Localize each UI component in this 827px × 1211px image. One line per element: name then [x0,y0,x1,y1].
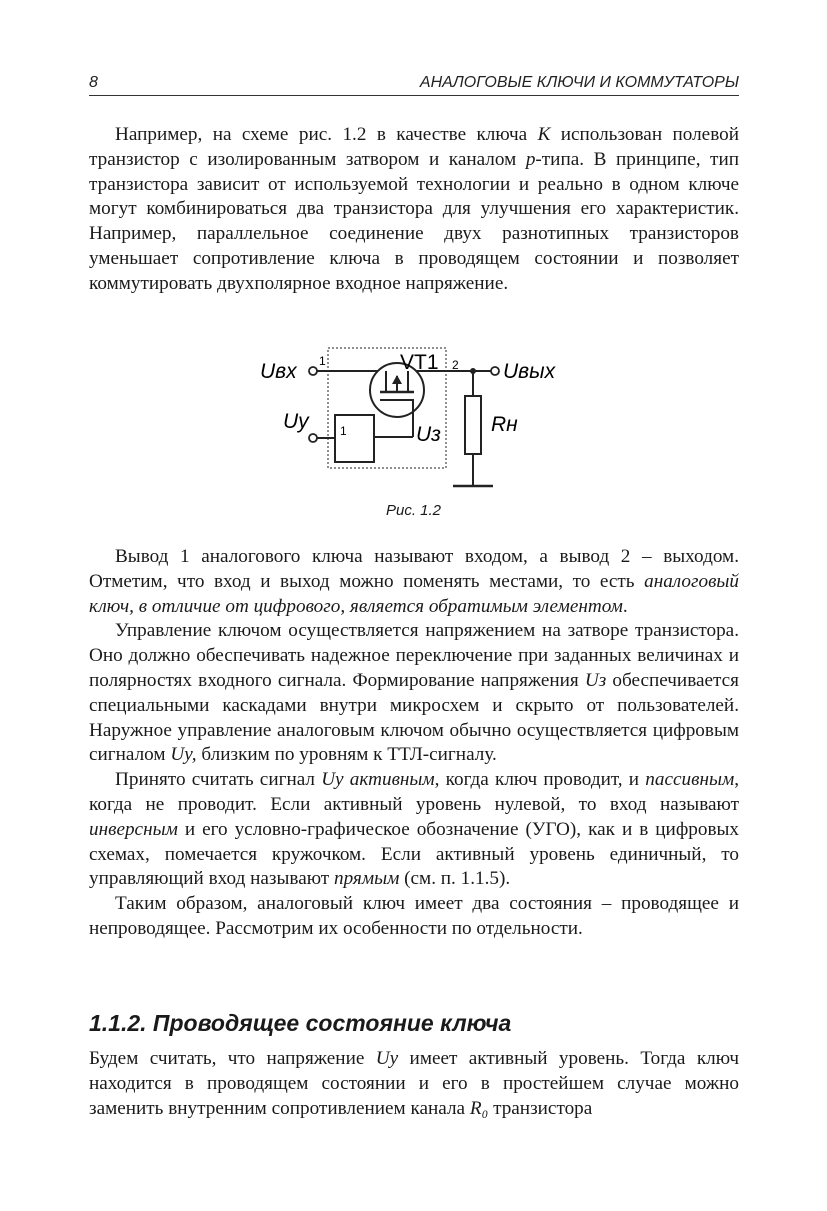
page-header [89,70,739,94]
paragraph-5: Таким образом, аналоговый ключ имеет два состояния – проводящее и непроводящее. Рассмотрим их особенности по отдельности. [89,893,739,939]
text-run: близким по уровням к ТТЛ-сигналу. [196,744,497,766]
label-input-voltage: Uвх [260,360,297,383]
paragraph-3 [89,619,739,768]
text-run: Будем считать, что напряжение [89,1048,376,1069]
text-run: транзистора [488,1097,593,1119]
text-run: Вывод 1 аналогового ключа называют входом, а вывод 2 – выходом. Отметим, что вход и выход можно поменять местами, то есть [89,546,739,592]
symbol-uz: Uз [584,669,607,691]
figure-1-2-circuit [240,340,600,510]
text-run: имеет активный уровень. Тогда ключ находится в проводящем состоянии и его в простейшем случае можно заменить внутренним сопротивлением канала [89,1048,739,1119]
text-run: и его условно-графическое обозначение (УГО), как и в цифровых схемах, помечается кружочком. Если активный уровень единичный, то управляющий вход называют [89,818,739,890]
text-run: обеспечивается специальными каскадами внутри микросхем и скрыто от пользователей. Наружное управление аналоговым ключом обычно осуществляется цифровым сигналом [89,669,739,766]
load-resistor [465,396,481,454]
text-run: Принято считать сигнал [115,769,322,791]
symbol-r0: R₀ [469,1097,489,1119]
label-load-resistance: Rн [491,413,518,436]
symbol-uy: Uу [321,769,344,791]
text-run: , когда не проводит. Если активный уровень нулевой, то вход называют [89,769,739,815]
circuit-diagram [240,340,600,510]
input-terminal [309,367,317,375]
control-terminal [309,434,317,442]
header-rule [89,95,739,96]
p-type-symbol: р [525,148,536,170]
paragraph-1 [89,123,739,297]
label-control-voltage: Uу [283,410,309,433]
key-symbol: К [537,124,551,145]
text-run: -типа. В принципе, тип транзистора зависит от используемой технологии и реально в одном ключе могут комбинироваться два транзистора для улучшения его характеристик. Например, параллельное соединение двух разнотипных транзисторов уменьшает сопротивление ключа в проводящем состоянии и позволяет коммутировать двухполярное входное напряжение. [89,148,739,294]
section-heading: 1.1.2. Проводящее состояние ключа [89,1010,512,1036]
text-run: . [622,595,628,617]
running-title: АНАЛОГОВЫЕ КЛЮЧИ И КОММУТАТОРЫ [419,74,739,91]
label-pin-1: 1 [319,354,326,368]
body-block [89,545,739,942]
label-output-voltage: Uвых [503,360,556,383]
symbol-uy: Uу, [170,744,197,766]
symbol-uy: Uу [375,1048,399,1069]
text-run: (см. п. 1.1.5). [399,868,511,890]
paragraph-2 [89,545,739,619]
emphasis: пассивным [645,769,735,791]
label-transistor: VT1 [400,351,439,374]
text-run: Управление ключом осуществляется напряжением на затворе транзистора. Оно должно обеспечивать надежное переключение при заданных величинах и полярностях входного сигнала. Формирование напряжения [89,620,739,691]
paragraph-4 [89,768,739,892]
output-terminal [491,367,499,375]
text-run: Например, на схеме рис. 1.2 в качестве ключа [115,124,538,145]
emphasis: аналоговый ключ, в отличие от цифрового, является обратимым элементом [89,570,739,617]
label-block-number: 1 [340,424,347,438]
label-gate-voltage: Uз [416,423,441,446]
label-pin-2: 2 [452,358,459,372]
text-run: , когда ключ проводит, и [434,769,646,791]
emphasis: активным [343,769,435,791]
paragraph-6 [89,1047,739,1121]
figure-caption: Рис. 1.2 [385,502,442,519]
driver-block [335,415,374,462]
text-run: использован полевой транзистор с изолированным затвором и каналом [89,124,739,170]
emphasis: прямым [334,868,400,890]
emphasis: инверсным [89,818,178,840]
page-number: 8 [89,74,98,91]
